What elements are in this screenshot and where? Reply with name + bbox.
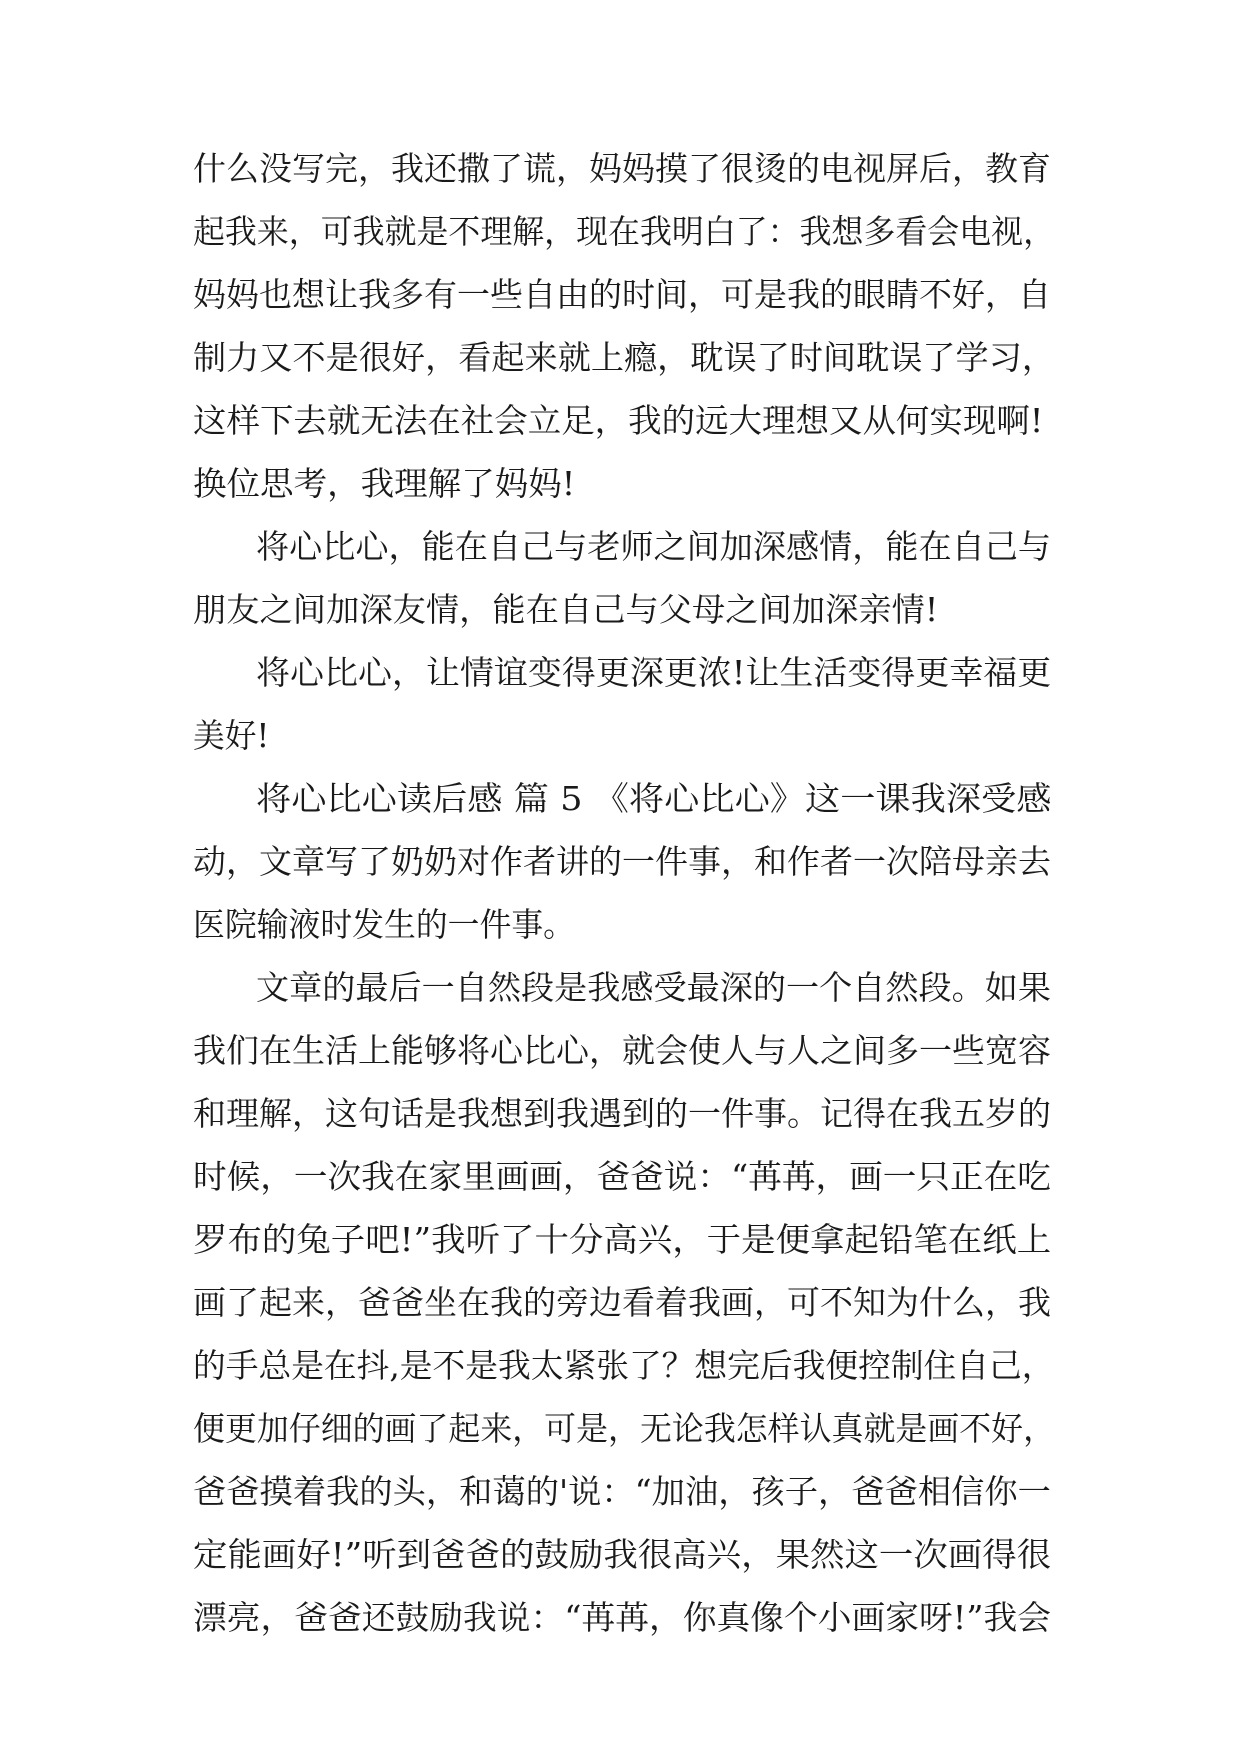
text-line: 爸爸摸着我的头，和蔼的'说：“加油，孩子，爸爸相信你一 — [193, 1472, 1051, 1511]
text-line: 朋友之间加深友情，能在自己与父母之间加深亲情! — [193, 590, 939, 629]
text-line: 什么没写完，我还撒了谎，妈妈摸了很烫的电视屏后，教育 — [193, 149, 1051, 188]
text-line: 定能画好!”听到爸爸的鼓励我很高兴，果然这一次画得很 — [193, 1535, 1052, 1574]
text-line: 漂亮，爸爸还鼓励我说：“苒苒，你真像个小画家呀!”我会 — [193, 1598, 1052, 1637]
text-line: 罗布的兔子吧!”我听了十分高兴，于是便拿起铅笔在纸上 — [193, 1220, 1052, 1259]
text-line: 美好! — [193, 716, 270, 755]
text-line: 妈妈也想让我多有一些自由的时间，可是我的眼睛不好，自 — [193, 275, 1051, 314]
text-line: 制力又不是很好，看起来就上瘾，耽误了时间耽误了学习， — [193, 338, 1055, 377]
text-line: 将心比心读后感 篇 5 《将心比心》这一课我深受感 — [256, 779, 1052, 818]
text-line: 文章的最后一自然段是我感受最深的一个自然段。如果 — [256, 968, 1051, 1007]
text-line: 画了起来，爸爸坐在我的旁边看着我画，可不知为什么，我 — [193, 1283, 1051, 1322]
text-line: 医院输液时发生的一件事。 — [193, 905, 575, 944]
text-line: 将心比心，能在自己与老师之间加深感情，能在自己与 — [256, 527, 1051, 566]
text-line: 我们在生活上能够将心比心，就会使人与人之间多一些宽容 — [193, 1031, 1051, 1070]
text-line: 起我来，可我就是不理解，现在我明白了：我想多看会电视， — [193, 212, 1055, 251]
text-line: 将心比心，让情谊变得更深更浓!让生活变得更幸福更 — [256, 653, 1052, 692]
text-line: 换位思考，我理解了妈妈! — [193, 464, 576, 503]
text-line: 这样下去就无法在社会立足，我的远大理想又从何实现啊! — [193, 401, 1044, 440]
text-line: 便更加仔细的画了起来，可是，无论我怎样认真就是画不好， — [193, 1409, 1055, 1448]
text-line: 和理解，这句话是我想到我遇到的一件事。记得在我五岁的 — [193, 1094, 1051, 1133]
text-line: 动，文章写了奶奶对作者讲的一件事，和作者一次陪母亲去 — [193, 842, 1051, 881]
text-line: 时候，一次我在家里画画，爸爸说：“苒苒，画一只正在吃 — [193, 1157, 1051, 1196]
text-line: 的手总是在抖,是不是我太紧张了？想完后我便控制住自己， — [193, 1346, 1055, 1385]
